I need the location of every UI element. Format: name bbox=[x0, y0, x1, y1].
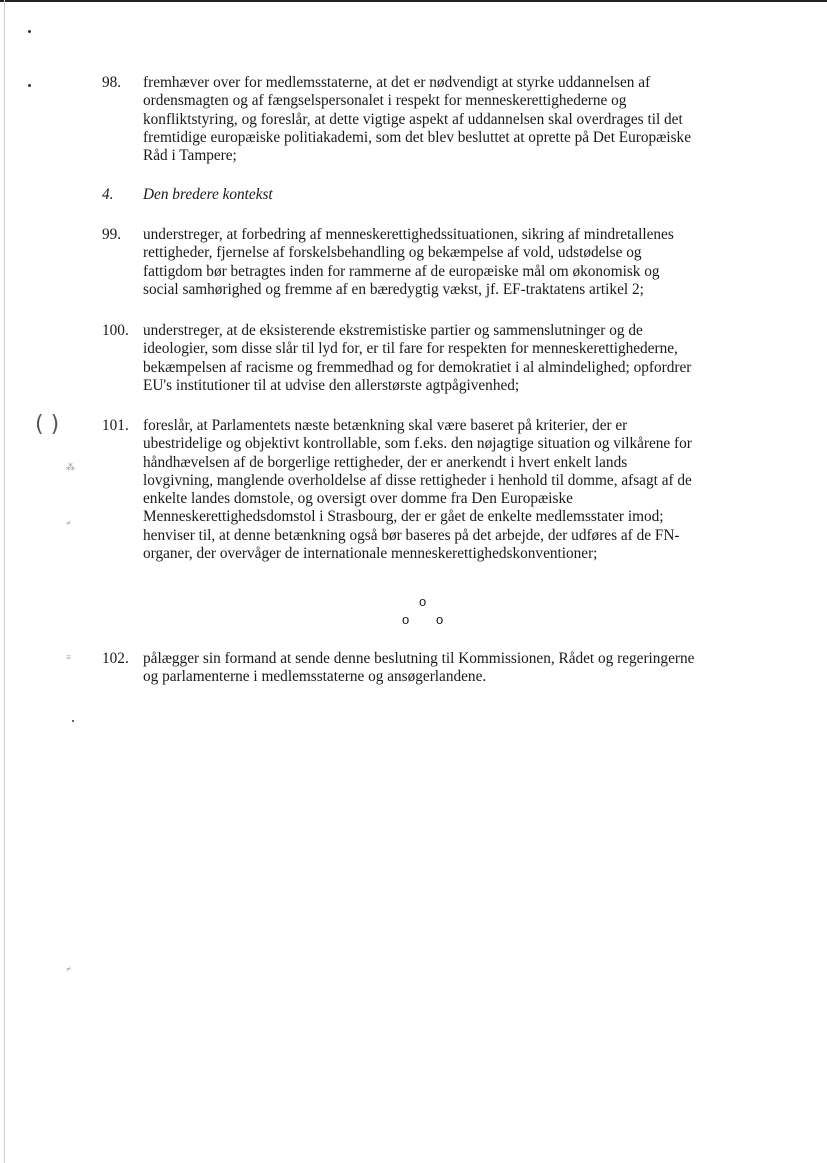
scan-speck bbox=[28, 84, 31, 87]
paragraph-text bbox=[143, 417, 749, 563]
text-line: pålægger sin formand at sende denne beslutning til Kommissionen, Rådet og regeringerne bbox=[143, 650, 695, 667]
text-line: Menneskerettighedsdomstol i Strasbourg, der er gået de enkelte medlemsstater imod; bbox=[143, 508, 664, 526]
text-line: ubestridelige og objektivt kontrollable, som f.eks. den nøjagtige situation og vilkårene for bbox=[143, 435, 692, 453]
text-line: og parlamenterne i medlemsstaterne og ansøgerlandene. bbox=[143, 668, 487, 686]
text-line: fattigdom bør betragtes inden for rammerne af de europæiske mål om økonomisk og bbox=[143, 262, 660, 280]
text-line: rettigheder, fjernelse af forskelsbehandling og bekæmpelse af vold, udstødelse og bbox=[143, 244, 642, 262]
text-line: ordensmagten og af fængselspersonalet i respekt for menneskerettighederne og bbox=[143, 92, 627, 110]
scan-speck: ≡ bbox=[66, 652, 72, 662]
text-line: organer, der overvåger de internationale menneskerettighedskonventioner; bbox=[143, 545, 598, 563]
text-line: håndhævelsen af de borgerlige rettigheder, der er anerkendt i hvert enkelt lands bbox=[143, 453, 628, 471]
text-line: fremtidige europæiske politiakademi, som det blev besluttet at oprette på Det Europæiske bbox=[143, 128, 691, 146]
scan-speck: ≠ bbox=[66, 518, 71, 528]
paragraph-text bbox=[143, 226, 749, 299]
section-separator bbox=[400, 594, 446, 628]
paragraph-98 bbox=[102, 74, 752, 165]
paragraph-number: 102. bbox=[102, 650, 129, 667]
separator-circle: o bbox=[436, 612, 444, 627]
paragraph-text bbox=[143, 322, 749, 395]
paragraph-number: 98. bbox=[102, 74, 122, 91]
separator-circle: o bbox=[419, 594, 427, 609]
scan-speck bbox=[28, 30, 31, 33]
paragraph-101 bbox=[102, 417, 752, 563]
text-line: ideologier, som disse slår til lyd for, er til fare for respekten for menneskerettighederne, bbox=[143, 340, 678, 358]
paragraph-100 bbox=[102, 322, 752, 395]
text-line: enkelte landes domstole, og oversigt over domme fra Den Europæiske bbox=[143, 490, 573, 508]
paragraph-text bbox=[143, 650, 749, 687]
punch-hole-mark: ( ) bbox=[35, 412, 60, 437]
separator-circle: o bbox=[402, 612, 410, 627]
paragraph-99 bbox=[102, 226, 752, 299]
section-number: 4. bbox=[102, 186, 114, 203]
text-line: Råd i Tampere; bbox=[143, 147, 237, 165]
text-line: social samhørighed og fremme af en bæredygtig vækst, jf. EF-traktatens artikel 2; bbox=[143, 280, 644, 298]
scan-speck bbox=[72, 720, 74, 722]
paragraph-text bbox=[143, 74, 749, 165]
paragraph-number: 99. bbox=[102, 226, 122, 243]
scan-speck: ≠ bbox=[66, 964, 71, 974]
paragraph-number: 100. bbox=[102, 322, 129, 339]
text-line: understreger, at forbedring af menneskerettighedssituationen, sikring af mindretallenes bbox=[143, 226, 674, 243]
scan-speck: ⁂ bbox=[66, 462, 75, 472]
paragraph-102 bbox=[102, 650, 752, 687]
paragraph-number: 101. bbox=[102, 417, 129, 434]
text-line: lovgivning, manglende overholdelse af disse rettigheder i henhold til domme, afsagt af de bbox=[143, 471, 692, 489]
text-line: henviser til, at denne betænkning også bør baseres på det arbejde, der udføres af de FN- bbox=[143, 526, 680, 544]
text-line: understreger, at de eksisterende ekstremistiske partier og sammenslutninger og de bbox=[143, 322, 643, 339]
text-line: fremhæver over for medlemsstaterne, at det er nødvendigt at styrke uddannelsen af bbox=[143, 74, 651, 91]
text-line: foreslår, at Parlamentets næste betænkning skal være baseret på kriterier, der er bbox=[143, 417, 628, 434]
text-line: konfliktstyring, og foreslår, at dette vigtige aspekt af uddannelsen skal overdrages til det bbox=[143, 110, 683, 128]
text-line: EU's institutioner til at udvise den allerstørste agtpågivenhed; bbox=[143, 376, 520, 394]
text-line: bekæmpelsen af racisme og fremmedhad og for demokratiet i al almindelighed; opfordrer bbox=[143, 358, 692, 376]
section-title: Den bredere kontekst bbox=[143, 186, 273, 203]
